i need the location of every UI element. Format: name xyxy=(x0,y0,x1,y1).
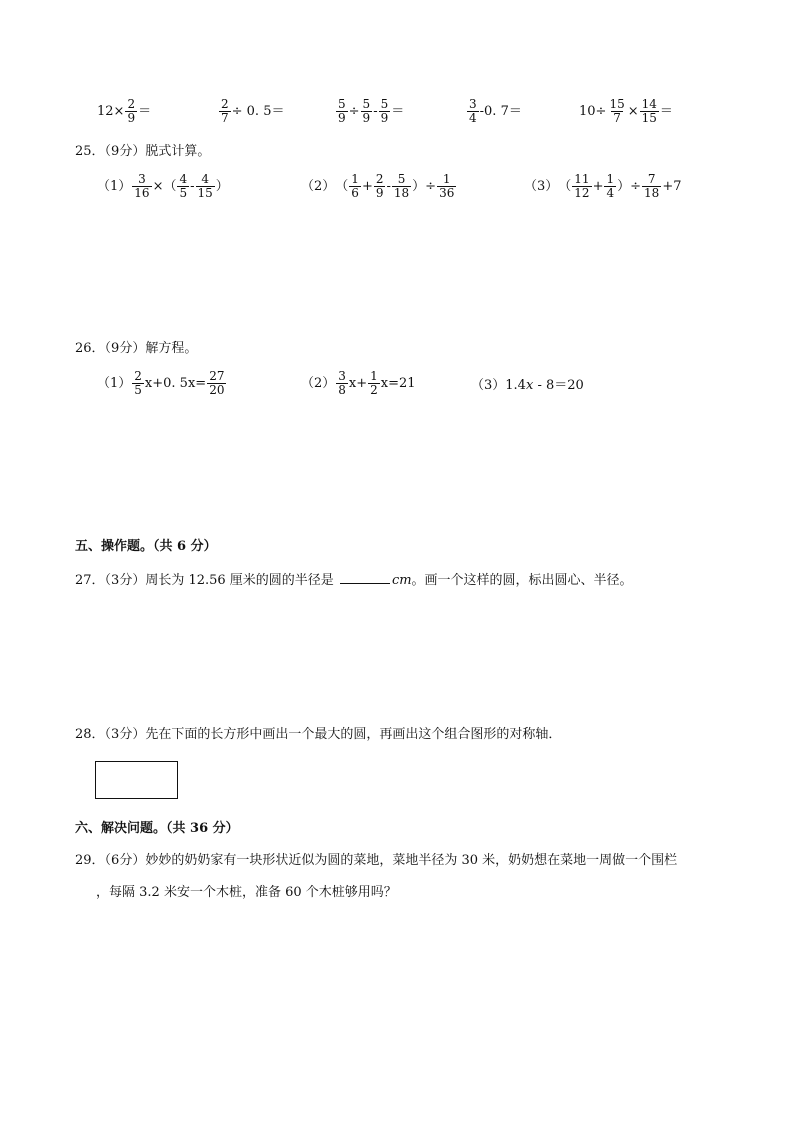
fraction xyxy=(336,370,348,397)
numerator: 2 xyxy=(375,172,384,186)
fraction xyxy=(207,370,226,397)
denominator: 4 xyxy=(469,111,477,125)
denominator: 7 xyxy=(221,111,229,125)
numerator: 14 xyxy=(641,97,657,111)
expr-text: ＝ xyxy=(138,104,152,119)
operator: - xyxy=(386,179,391,194)
numerator: 3 xyxy=(138,172,146,186)
oral-expr-5 xyxy=(579,98,673,125)
denominator: 9 xyxy=(375,186,384,200)
operator: ）÷ xyxy=(617,179,642,194)
numerator: 15 xyxy=(609,97,625,111)
numerator: 5 xyxy=(362,97,371,111)
expr-text: - 8＝20 xyxy=(533,378,584,393)
expr-text: x+0. 5x= xyxy=(144,376,207,391)
numerator: 5 xyxy=(338,97,346,111)
q27-text xyxy=(75,569,633,590)
fraction xyxy=(125,98,137,125)
q25-part-1 xyxy=(97,173,229,200)
denominator: 6 xyxy=(351,186,359,200)
denominator: 9 xyxy=(380,111,389,125)
numerator: 2 xyxy=(134,369,142,383)
numerator: 5 xyxy=(380,97,389,111)
q26-part-3 xyxy=(471,379,584,392)
denominator: 15 xyxy=(197,186,213,200)
fraction xyxy=(572,173,591,200)
q25-part-2 xyxy=(301,173,457,200)
q26-title: 26．（9分）解方程。 xyxy=(75,341,198,356)
denominator: 9 xyxy=(338,111,346,125)
fraction xyxy=(196,173,215,200)
numerator: 1 xyxy=(442,172,451,186)
fraction xyxy=(640,98,659,125)
fraction xyxy=(132,370,144,397)
operator: × xyxy=(627,104,639,119)
part-label: （3） xyxy=(471,378,506,393)
fraction xyxy=(437,173,456,200)
numerator: 4 xyxy=(201,172,209,186)
oral-expr-1 xyxy=(97,98,151,125)
denominator: 7 xyxy=(613,111,621,125)
fraction xyxy=(392,173,411,200)
fraction xyxy=(132,173,151,200)
answer-blank[interactable] xyxy=(340,569,390,584)
denominator: 8 xyxy=(338,383,346,397)
operator: （ xyxy=(335,179,349,194)
expr-text: ＝ xyxy=(659,104,673,119)
fraction xyxy=(368,370,380,397)
q25-title: 25．（9分）脱式计算。 xyxy=(75,144,211,159)
q25-part-3 xyxy=(524,173,681,200)
denominator: 9 xyxy=(362,111,371,125)
q26-part-1 xyxy=(97,370,227,397)
numerator: 3 xyxy=(469,97,477,111)
operator: + xyxy=(361,179,373,194)
denominator: 15 xyxy=(641,111,657,125)
q27-suffix: 。画一个这样的圆，标出圆心、半径。 xyxy=(411,573,633,588)
operator: ÷ xyxy=(348,104,360,119)
denominator: 4 xyxy=(606,186,615,200)
part-label: （1） xyxy=(97,376,132,391)
denominator: 36 xyxy=(439,186,455,200)
q27-prefix: 27．（3分）周长为 12.56 厘米的圆的半径是 xyxy=(75,573,334,588)
section-5-title: 五、操作题。（共 6 分） xyxy=(75,539,217,554)
denominator: 16 xyxy=(134,186,150,200)
oral-expr-3 xyxy=(335,98,404,125)
denominator: 9 xyxy=(127,111,136,125)
operator: ）÷ xyxy=(412,179,437,194)
numerator: 5 xyxy=(397,172,406,186)
fraction xyxy=(604,173,616,200)
part-label: （1） xyxy=(97,179,132,194)
numerator: 1 xyxy=(370,369,378,383)
fraction xyxy=(642,173,661,200)
operator: ×（ xyxy=(152,179,177,194)
expr-text: ÷ 0. 5＝ xyxy=(231,104,285,119)
oral-expr-2 xyxy=(218,98,284,125)
expr-text: x=21 xyxy=(380,376,416,391)
fraction xyxy=(336,98,348,125)
unit-label: cm xyxy=(391,573,412,588)
expr-text: 10÷ xyxy=(579,104,607,119)
fraction xyxy=(467,98,479,125)
numerator: 2 xyxy=(127,97,136,111)
operator: +7 xyxy=(662,179,682,194)
expr-text: -0. 7＝ xyxy=(479,104,522,119)
denominator: 12 xyxy=(574,186,590,200)
operator: ） xyxy=(215,179,229,194)
numerator: 7 xyxy=(647,172,656,186)
fraction xyxy=(361,98,373,125)
numerator: 27 xyxy=(209,369,225,383)
operator: （ xyxy=(558,179,572,194)
q26-part-2 xyxy=(301,370,416,397)
numerator: 2 xyxy=(221,97,229,111)
part-label: （2） xyxy=(301,376,336,391)
expr-text: 1.4 xyxy=(505,378,526,393)
expr-text: x+ xyxy=(348,376,368,391)
numerator: 1 xyxy=(351,172,359,186)
fraction xyxy=(219,98,231,125)
operator: + xyxy=(592,179,604,194)
denominator: 2 xyxy=(370,383,378,397)
oral-expr-4 xyxy=(466,98,522,125)
expr-text: 12× xyxy=(97,104,125,119)
denominator: 5 xyxy=(134,383,142,397)
part-label: （2） xyxy=(301,179,336,194)
rectangle-figure xyxy=(95,761,178,799)
q28-text: 28．（3分）先在下面的长方形中画出一个最大的圆，再画出这个组合图形的对称轴． xyxy=(75,727,562,742)
denominator: 18 xyxy=(393,186,410,200)
variable: x xyxy=(525,378,534,393)
operator: - xyxy=(373,104,378,119)
numerator: 4 xyxy=(179,172,188,186)
fraction xyxy=(349,173,361,200)
fraction xyxy=(379,98,391,125)
denominator: 20 xyxy=(209,383,225,397)
q29-line-1: 29．（6分）妙妙的奶奶家有一块形状近似为圆的菜地，菜地半径为 30 米，奶奶想在菜地一周做一个围栏 xyxy=(75,853,678,868)
numerator: 3 xyxy=(338,369,346,383)
numerator: 1 xyxy=(606,172,615,186)
denominator: 18 xyxy=(644,186,660,200)
fraction xyxy=(374,173,386,200)
numerator: 11 xyxy=(574,172,590,186)
fraction xyxy=(177,173,189,200)
fraction xyxy=(607,98,626,125)
denominator: 5 xyxy=(179,186,188,200)
q29-line-2: ，每隔 3.2 米安一个木桩，准备 60 个木桩够用吗？ xyxy=(96,885,397,900)
section-6-title: 六、解决问题。（共 36 分） xyxy=(75,821,239,836)
part-label: （3） xyxy=(524,179,559,194)
operator: - xyxy=(190,179,195,194)
expr-text: ＝ xyxy=(391,104,405,119)
